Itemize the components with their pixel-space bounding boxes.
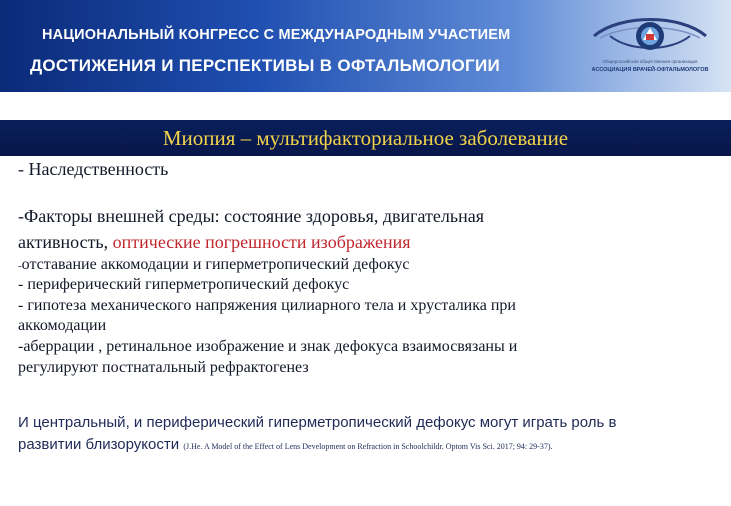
logo-name: АССОЦИАЦИЯ ВРАЧЕЙ-ОФТАЛЬМОЛОГОВ: [591, 67, 709, 73]
line-activity: [18, 232, 411, 253]
line-environment: -Факторы внешней среды: состояние здоровья, двигательная: [18, 206, 484, 226]
optical-errors-highlight: оптические погрешности изображения: [112, 232, 411, 252]
line-heredity: - Наследственность: [18, 159, 169, 179]
congress-title: НАЦИОНАЛЬНЫЙ КОНГРЕСС С МЕЖДУНАРОДНЫМ УЧАСТИЕМ: [42, 27, 511, 43]
line-hypothesis-cont: аккомодации: [18, 317, 107, 334]
slide-header: [0, 0, 731, 92]
line-aberrations-cont: регулируют постнатальный рефрактогенез: [18, 359, 309, 376]
line-aberrations: -аберрации , ретинальное изображение и знак дефокуса взаимосвязаны и: [18, 338, 518, 355]
conclusion-line2: [18, 436, 552, 453]
conclusion-line1: И центральный, и периферический гиперметропический дефокус могут играть роль в: [18, 414, 617, 431]
slide-title: Миопия – мультифакториальное заболевание: [162, 125, 569, 150]
logo-tagline: Общероссийская общественная организация: [602, 59, 698, 64]
citation: (J.He. A Model of the Effect of Lens Development on Refraction in Schoolchildr. Optom Vis Sci. 2017; 94: 29-37).: [183, 442, 553, 451]
accommodation-lag-text: отставание аккомодации и гиперметропический дефокус: [21, 256, 410, 273]
congress-subtitle: ДОСТИЖЕНИЯ И ПЕРСПЕКТИВЫ В ОФТАЛЬМОЛОГИИ: [30, 56, 501, 75]
eye-logo-icon: [580, 12, 720, 58]
activity-text: активность,: [18, 232, 113, 252]
association-logo: [580, 12, 720, 84]
slide-title-bar: [0, 120, 731, 156]
conclusion-text: развитии близорукости: [18, 436, 180, 453]
line-accommodation-lag: [18, 256, 409, 274]
small-dash: -: [18, 260, 22, 272]
line-peripheral-defocus: - периферический гиперметропический дефокус: [18, 276, 350, 293]
line-hypothesis: - гипотеза механического напряжения цилиарного тела и хрусталика при: [18, 297, 516, 314]
